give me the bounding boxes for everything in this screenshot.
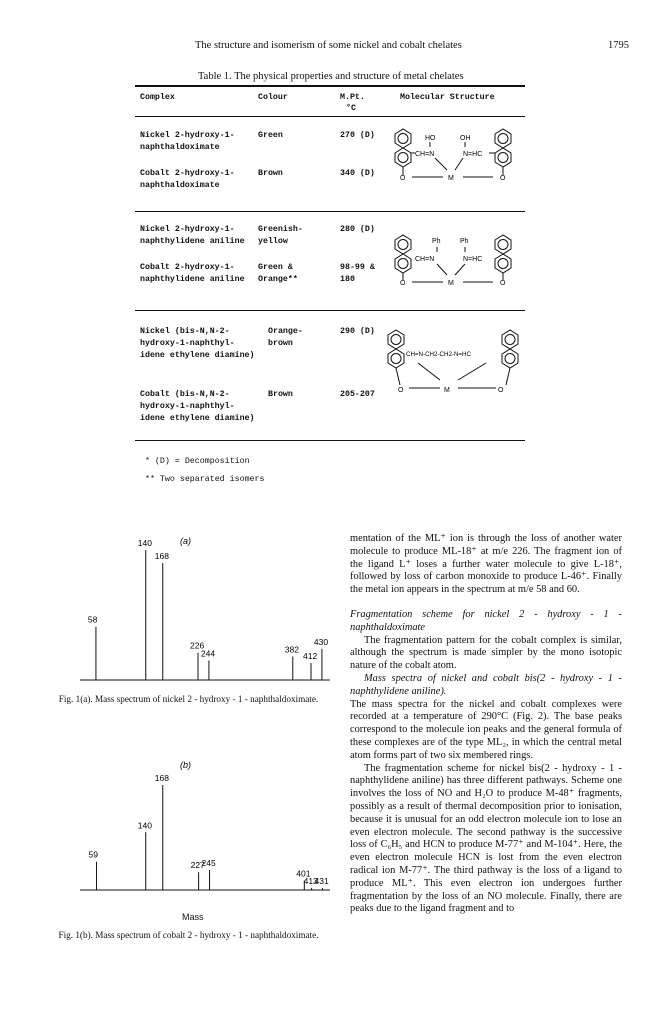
- structure-label: N=HC: [463, 151, 483, 158]
- col-header-mpt: M.Pt.: [340, 93, 365, 102]
- structure-label: O: [500, 280, 506, 287]
- peak-label: 382: [284, 644, 299, 655]
- section-heading: Fragmentation scheme for nickel 2 - hydroxy - 1 - naphthaldoximate: [350, 608, 622, 633]
- table-footnote: * (D) = Decomposition: [145, 457, 250, 466]
- paragraph: The mass spectra for the nickel and cobalt complexes were recorded at a temperature of 290°C (Fig. 2). The base peaks correspond to the molecule ion peaks and the general formula of these complexes are of the type ML₂, in which the central metal atom forms part of two six membered rings.: [350, 698, 622, 761]
- structure-label: CH=N: [415, 151, 435, 158]
- peak-label: 412: [302, 651, 318, 662]
- figure-caption-b: Fig. 1(b). Mass spectrum of cobalt 2 - hydroxy - 1 - naphthaldoximate.: [58, 930, 319, 940]
- cell-mpt: 98-99 & 180: [340, 263, 375, 284]
- table-footnote: ** Two separated isomers: [145, 475, 265, 484]
- col-header-structure: Molecular Structure: [400, 93, 495, 102]
- structure-label: M: [448, 280, 454, 287]
- structure-diagram-diamine: [378, 325, 528, 395]
- cell-mpt: 280 (D): [340, 225, 375, 234]
- structure-label: N=HC: [463, 256, 483, 263]
- mass-spectrum-a: [40, 530, 340, 690]
- structure-label: HO: [425, 135, 436, 142]
- cell-complex: Cobalt 2-hydroxy-1- naphthaldoximate: [140, 169, 235, 190]
- cell-colour: Orange- brown: [268, 327, 303, 348]
- structure-label: O: [398, 387, 404, 394]
- col-header-mpt-unit: °C: [346, 104, 356, 113]
- structure-label: O: [498, 387, 504, 394]
- col-header-colour: Colour: [258, 93, 288, 102]
- cell-colour: Brown: [258, 169, 283, 178]
- cell-complex: Cobalt 2-hydroxy-1- naphthylidene aniline: [140, 263, 245, 284]
- peak-label: 226: [189, 640, 205, 651]
- section-heading: Mass spectra of nickel and cobalt bis(2 - hydroxy - 1 - naphthylidene aniline).: [350, 672, 622, 697]
- cell-colour: Greenish- yellow: [258, 225, 303, 246]
- structure-diagram-oxime: [385, 120, 525, 190]
- peak-label: 413: [303, 875, 318, 886]
- page-number: 1795: [608, 40, 629, 51]
- cell-mpt: 270 (D): [340, 131, 375, 140]
- running-title: The structure and isomerism of some nickel and cobalt chelates: [195, 40, 462, 51]
- cell-mpt: 340 (D): [340, 169, 375, 178]
- table-group-rule-2: [135, 310, 525, 311]
- cell-complex: Nickel 2-hydroxy-1- naphthaldoximate: [140, 131, 235, 152]
- peak-label: 430: [313, 636, 329, 647]
- cell-complex: Nickel 2-hydroxy-1- naphthylidene aniline: [140, 225, 245, 246]
- structure-label: M: [444, 387, 450, 394]
- peak-label: 168: [154, 551, 169, 561]
- x-axis-label: Mass: [182, 912, 204, 922]
- panel-label: (a): [180, 536, 191, 546]
- structure-label: Ph: [432, 238, 441, 245]
- table-top-rule: [135, 85, 525, 87]
- table-bottom-rule: [135, 440, 525, 441]
- paragraph: The fragmentation pattern for the cobalt complex is similar, although the spectrum is made simpler by the mono isotopic nature of the cobalt atom.: [350, 634, 622, 672]
- cell-complex: Cobalt (bis-N,N-2- hydroxy-1-naphthyl- idene ethylene diamine): [140, 390, 255, 423]
- cell-complex: Nickel (bis-N,N-2- hydroxy-1-naphthyl- idene ethylene diamine): [140, 327, 255, 360]
- structure-label: CH=N-CH2-CH2-N=HC: [406, 351, 471, 358]
- structure-label: O: [500, 175, 506, 182]
- peak-label: 140: [137, 820, 152, 831]
- peak-label: 227: [190, 860, 205, 871]
- paragraph: mentation of the ML⁺ ion is through the loss of another water molecule to produce ML-18⁺ at m/e 226. The fragment ion of the ligand L⁺ loses a further water molecule to give L-18⁺, followed by loss of carbon monoxide to produce L-46⁺. Finally the metal ion appears in the spectrum at m/e 58 and 60.: [350, 533, 622, 596]
- cell-mpt: 290 (D): [340, 327, 375, 336]
- peak-label: 140: [137, 538, 152, 548]
- peak-label: 168: [154, 773, 169, 783]
- figure-caption-a: Fig. 1(a). Mass spectrum of nickel 2 - hydroxy - 1 - naphthaldoximate.: [58, 694, 319, 704]
- peak-label: 244: [200, 648, 216, 659]
- structure-label: OH: [460, 135, 471, 142]
- table-header-rule: [135, 116, 525, 117]
- structure-label: O: [400, 280, 406, 287]
- col-header-complex: Complex: [140, 93, 175, 102]
- table-group-rule-1: [135, 211, 525, 212]
- cell-colour: Green: [258, 131, 283, 140]
- cell-mpt: 205-207: [340, 390, 375, 399]
- structure-label: CH=N: [415, 256, 435, 263]
- peak-label: 245: [201, 858, 216, 869]
- table-caption: Table 1. The physical properties and structure of metal chelates: [198, 71, 464, 82]
- cell-colour: Brown: [268, 390, 293, 399]
- cell-colour: Green & Orange**: [258, 263, 298, 284]
- body-column: [350, 533, 622, 916]
- structure-diagram-aniline: [385, 230, 525, 295]
- peak-label: 431: [314, 875, 329, 886]
- peak-label: 58: [87, 614, 98, 625]
- paragraph: The fragmentation scheme for nickel bis(2 - hydroxy - 1 - naphthylidene aniline) has three different pathways. Scheme one involves the loss of NO and H₂O to produce M-48⁺ fragments, possibly as a result of thermal decomposition prior to ionisation, because it is unusual for an odd electron molecule ion to lose an even electron molecule. The second pathway is the successive loss of C₆H₅ and HCN to produce M-77⁺ and M-104⁺. Here, the even electron molecule HCN is lost from the even electron radical ion M-77⁺. The third pathway is the loss of a ligand to produce ML⁺. This even electron ion undergoes further fragmentation by the loss of an NO molecule. Finally, there are peaks due to the ligand fragment and to: [350, 762, 622, 915]
- peak-label: 59: [88, 849, 99, 860]
- structure-label: Ph: [460, 238, 469, 245]
- structure-label: M: [448, 175, 454, 182]
- panel-label: (b): [180, 760, 191, 770]
- mass-spectrum-b: [40, 750, 340, 900]
- peak-label: 401: [296, 868, 311, 879]
- structure-label: O: [400, 175, 406, 182]
